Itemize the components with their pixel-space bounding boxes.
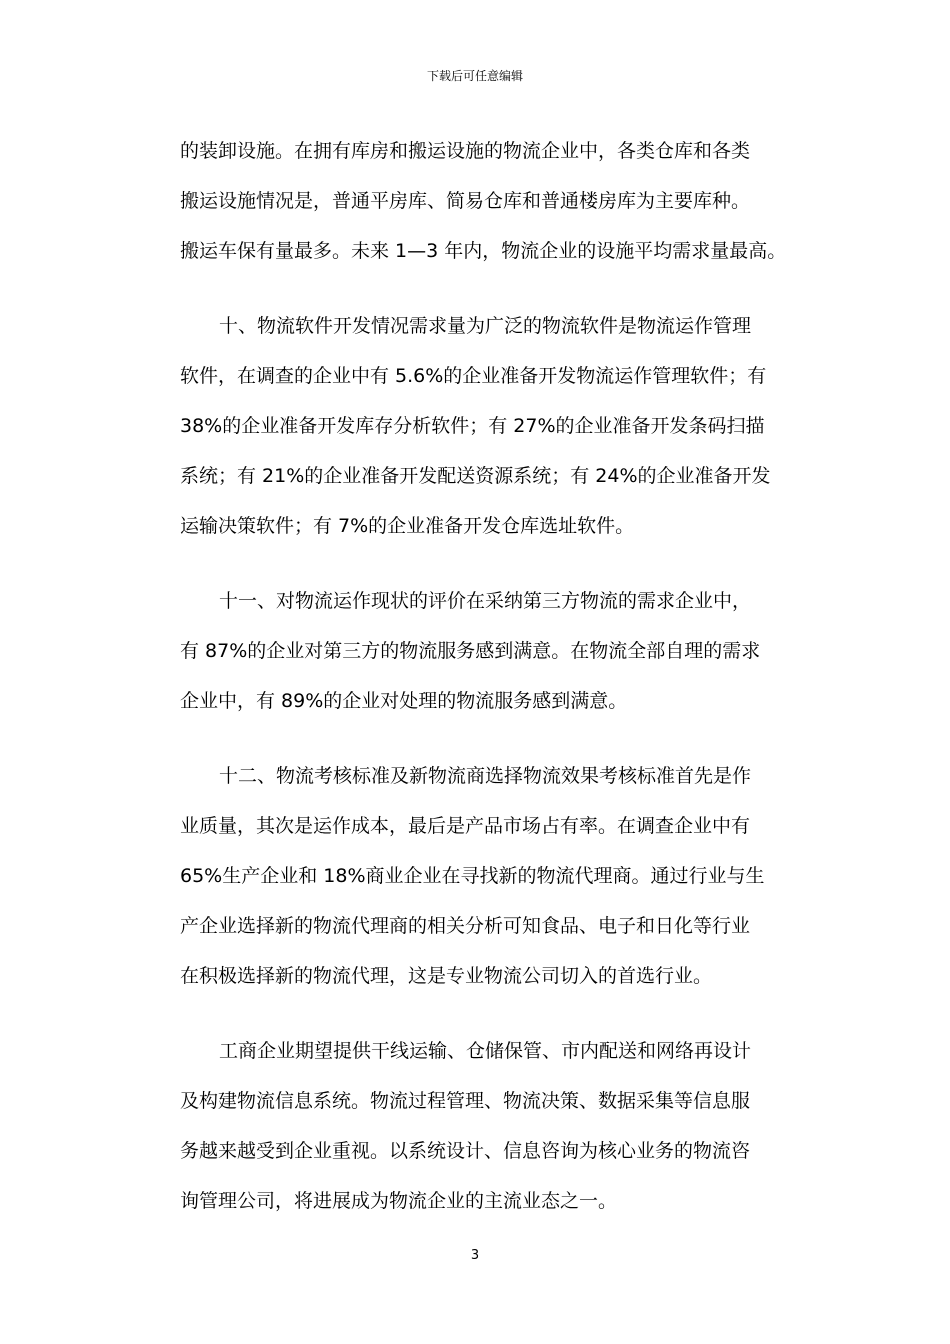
paragraph-line: 的装卸设施。在拥有库房和搬运设施的物流企业中，各类仓库和各类 — [180, 140, 751, 162]
paragraph-line: 38%的企业准备开发库存分析软件；有 27%的企业准备开发条码扫描 — [180, 415, 765, 437]
page-header: 下载后可任意编辑 — [426, 69, 523, 83]
paragraph-line: 有 87%的企业对第三方的物流服务感到满意。在物流全部自理的需求 — [180, 640, 761, 662]
paragraph-line: 业质量，其次是运作成本，最后是产品市场占有率。在调查企业中有 — [180, 815, 751, 837]
paragraph-line: 十一、对物流运作现状的评价在采纳第三方物流的需求企业中， — [219, 590, 752, 612]
paragraph-line: 运输决策软件；有 7%的企业准备开发仓库选址软件。 — [180, 515, 635, 537]
paragraph-line: 企业中，有 89%的企业对处理的物流服务感到满意。 — [180, 690, 628, 712]
paragraph-line: 询管理公司，将进展成为物流企业的主流业态之一。 — [180, 1190, 618, 1212]
paragraph-line: 十、物流软件开发情况需求量为广泛的物流软件是物流运作管理 — [219, 315, 752, 337]
page-number: 3 — [470, 1248, 480, 1263]
paragraph-line: 搬运车保有量最多。未来 1—3 年内，物流企业的设施平均需求量最高。 — [180, 240, 787, 262]
paragraph-line: 在积极选择新的物流代理，这是专业物流公司切入的首选行业。 — [180, 965, 713, 987]
paragraph-line: 十二、物流考核标准及新物流商选择物流效果考核标准首先是作 — [219, 765, 752, 787]
paragraph-line: 务越来越受到企业重视。以系统设计、信息咨询为核心业务的物流咨 — [180, 1140, 751, 1162]
paragraph-line: 软件，在调查的企业中有 5.6%的企业准备开发物流运作管理软件；有 — [180, 365, 767, 387]
paragraph-line: 工商企业期望提供干线运输、仓储保管、市内配送和网络再设计 — [219, 1040, 752, 1062]
paragraph-line: 系统；有 21%的企业准备开发配送资源系统；有 24%的企业准备开发 — [180, 465, 771, 487]
paragraph-line: 65%生产企业和 18%商业企业在寻找新的物流代理商。通过行业与生 — [180, 865, 765, 887]
paragraph-line: 产企业选择新的物流代理商的相关分析可知食品、电子和日化等行业 — [180, 915, 751, 937]
paragraph-line: 搬运设施情况是，普通平房库、简易仓库和普通楼房库为主要库种。 — [180, 190, 751, 212]
paragraph-line: 及构建物流信息系统。物流过程管理、物流决策、数据采集等信息服 — [180, 1090, 751, 1112]
